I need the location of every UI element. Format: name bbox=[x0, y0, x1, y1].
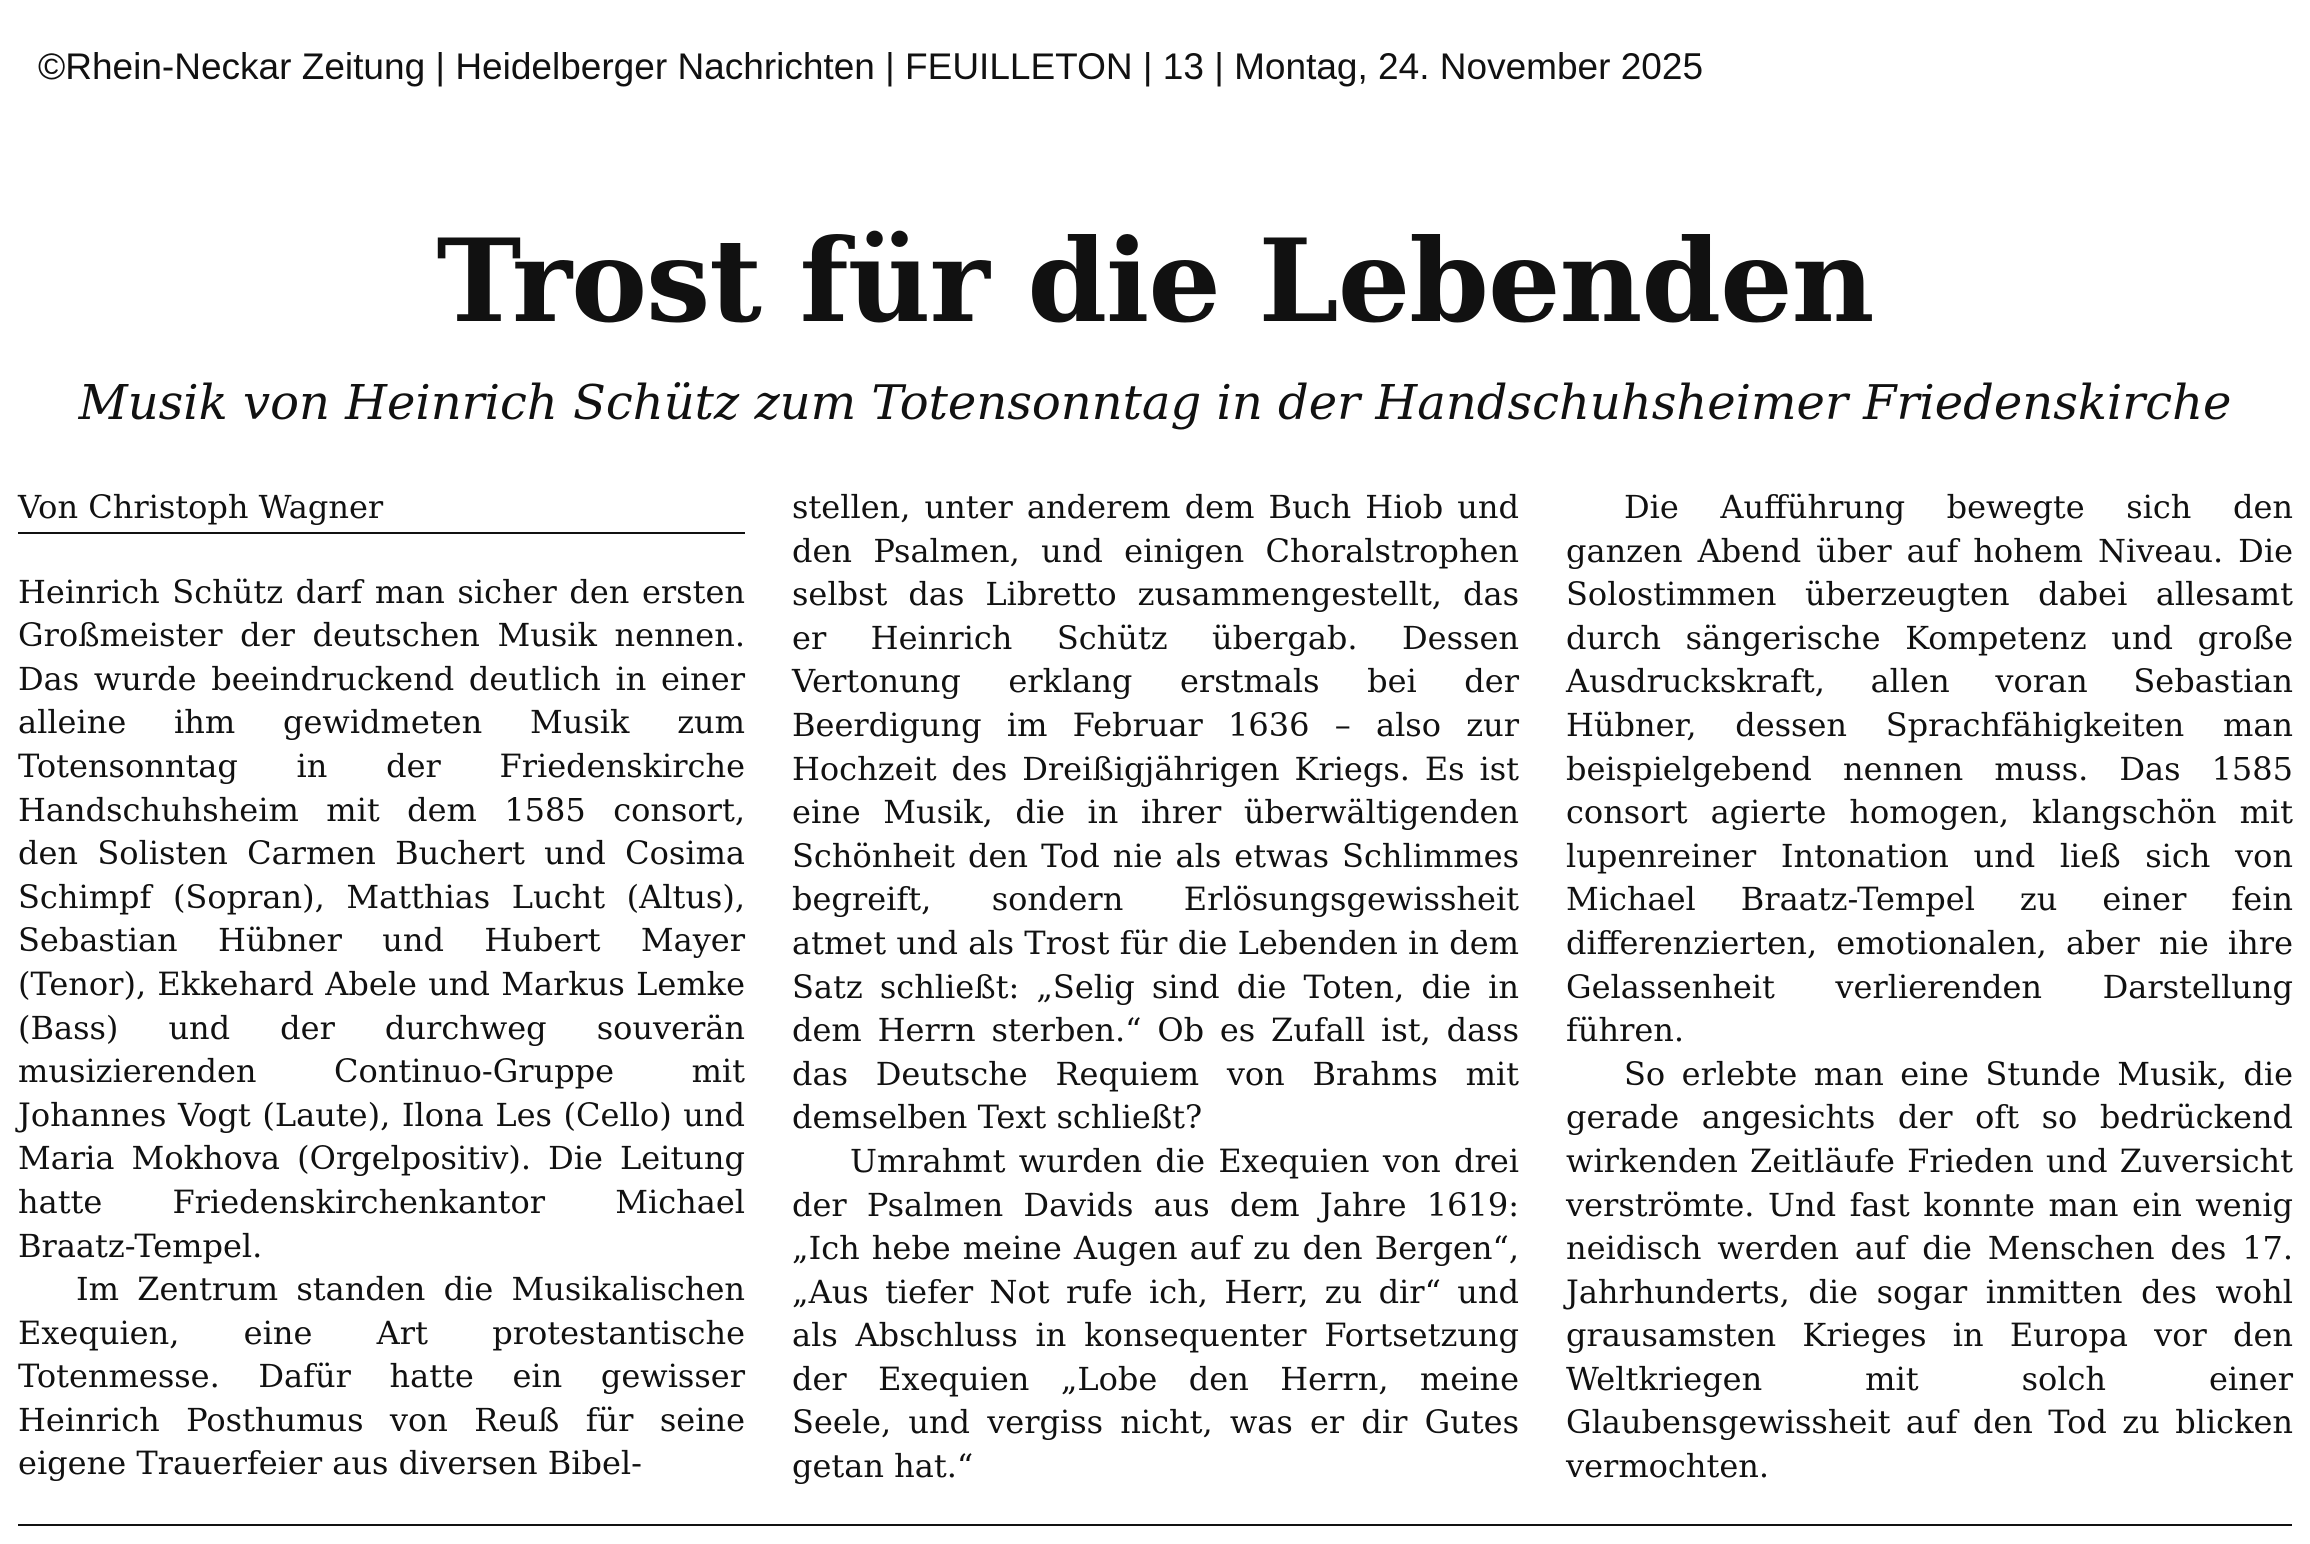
article-paragraph: So erlebte man eine Stunde Musik, die gerade angesichts der oft so bedrückend wirkenden Zeitläufe Frieden und Zuversicht verströmte. Und fast konnte man ein wenig neidisch werden auf die Menschen des 17. Jahrhunderts, die sogar inmitten des wohl grausamsten Krieges in Europa vor den Weltkriegen mit solch einer Glaubensgewissheit auf den Tod zu blicken vermochten. bbox=[1566, 1054, 2293, 1486]
source-line: ©Rhein-Neckar Zeitung | Heidelberger Nachrichten | FEUILLETON | 13 | Montag, 24. November 2025 bbox=[38, 46, 1704, 87]
article-column-3 bbox=[1566, 486, 2293, 1489]
article-headline: Trost für die Lebenden bbox=[436, 214, 1874, 348]
article-subheadline: Musik von Heinrich Schütz zum Totensonntag in der Handschuhsheimer Friedenskirche bbox=[78, 375, 2232, 431]
bottom-rule bbox=[18, 1524, 2292, 1526]
article-column-2 bbox=[792, 486, 1519, 1489]
article-paragraph: Heinrich Schütz darf man sicher den ersten Großmeister der deutschen Musik nennen. Das wurde beeindruckend deutlich in einer alleine ihm gewidmeten Musik zum Totensonntag in der Friedenskirche Handschuhsheim mit dem 1585 consort, den Solisten Carmen Buchert und Cosima Schimpf (Sopran), Matthias Lucht (Altus), Sebastian Hübner und Hubert Mayer (Tenor), Ekkehard Abele und Markus Lemke (Bass) und der durchweg souverän musizierenden Continuo-Gruppe mit Johannes Vogt (Laute), Ilona Les (Cello) und Maria Mokhova (Orgelpositiv). Die Leitung hatte Friedenskirchenkantor Michael Braatz-Tempel. bbox=[18, 572, 745, 1265]
article-paragraph: stellen, unter anderem dem Buch Hiob und den Psalmen, und einigen Choralstrophen selbst das Libretto zusammengestellt, das er Heinrich Schütz übergab. Dessen Vertonung erklang erstmals bei der Beerdigung im Februar 1636 – also zur Hochzeit des Dreißigjährigen Kriegs. Es ist eine Musik, die in ihrer überwältigenden Schönheit den Tod nie als etwas Schlimmes begreift, sondern Erlösungsgewissheit atmet und als Trost für die Lebenden in dem Satz schließt: „Selig sind die Toten, die in dem Herrn sterben.“ Ob es Zufall ist, dass das Deutsche Requiem von Brahms mit demselben Text schließt? bbox=[792, 488, 1519, 1137]
article-paragraph: Die Aufführung bewegte sich den ganzen Abend über auf hohem Niveau. Die Solostimmen überzeugten dabei allesamt durch sängerische Kompetenz und große Ausdruckskraft, allen voran Sebastian Hübner, dessen Sprachfähigkeiten man beispielgebend nennen muss. Das 1585 consort agierte homogen, klangschön mit lupenreiner Intonation und ließ sich von Michael Braatz-Tempel zu einer fein differenzierten, emotionalen, aber nie ihre Gelassenheit verlierenden Darstellung führen. bbox=[1566, 488, 2293, 1050]
article-paragraph: Umrahmt wurden die Exequien von drei der Psalmen Davids aus dem Jahre 1619: „Ich hebe meine Augen auf zu den Bergen“, „Aus tiefer Not rufe ich, Herr, zu dir“ und als Abschluss in konsequenter Fortsetzung der Exequien „Lobe den Herrn, meine Seele, und vergiss nicht, was er dir Gutes getan hat.“ bbox=[792, 1141, 1519, 1486]
article-column-1 bbox=[18, 486, 745, 1486]
article-paragraph: Im Zentrum standen die Musikalischen Exequien, eine Art protestantische Totenmesse. Dafür hatte ein gewisser Heinrich Posthumus von Reuß für seine eigene Trauerfeier aus diversen Bibel- bbox=[18, 1270, 745, 1483]
byline: Von Christoph Wagner bbox=[18, 486, 745, 534]
